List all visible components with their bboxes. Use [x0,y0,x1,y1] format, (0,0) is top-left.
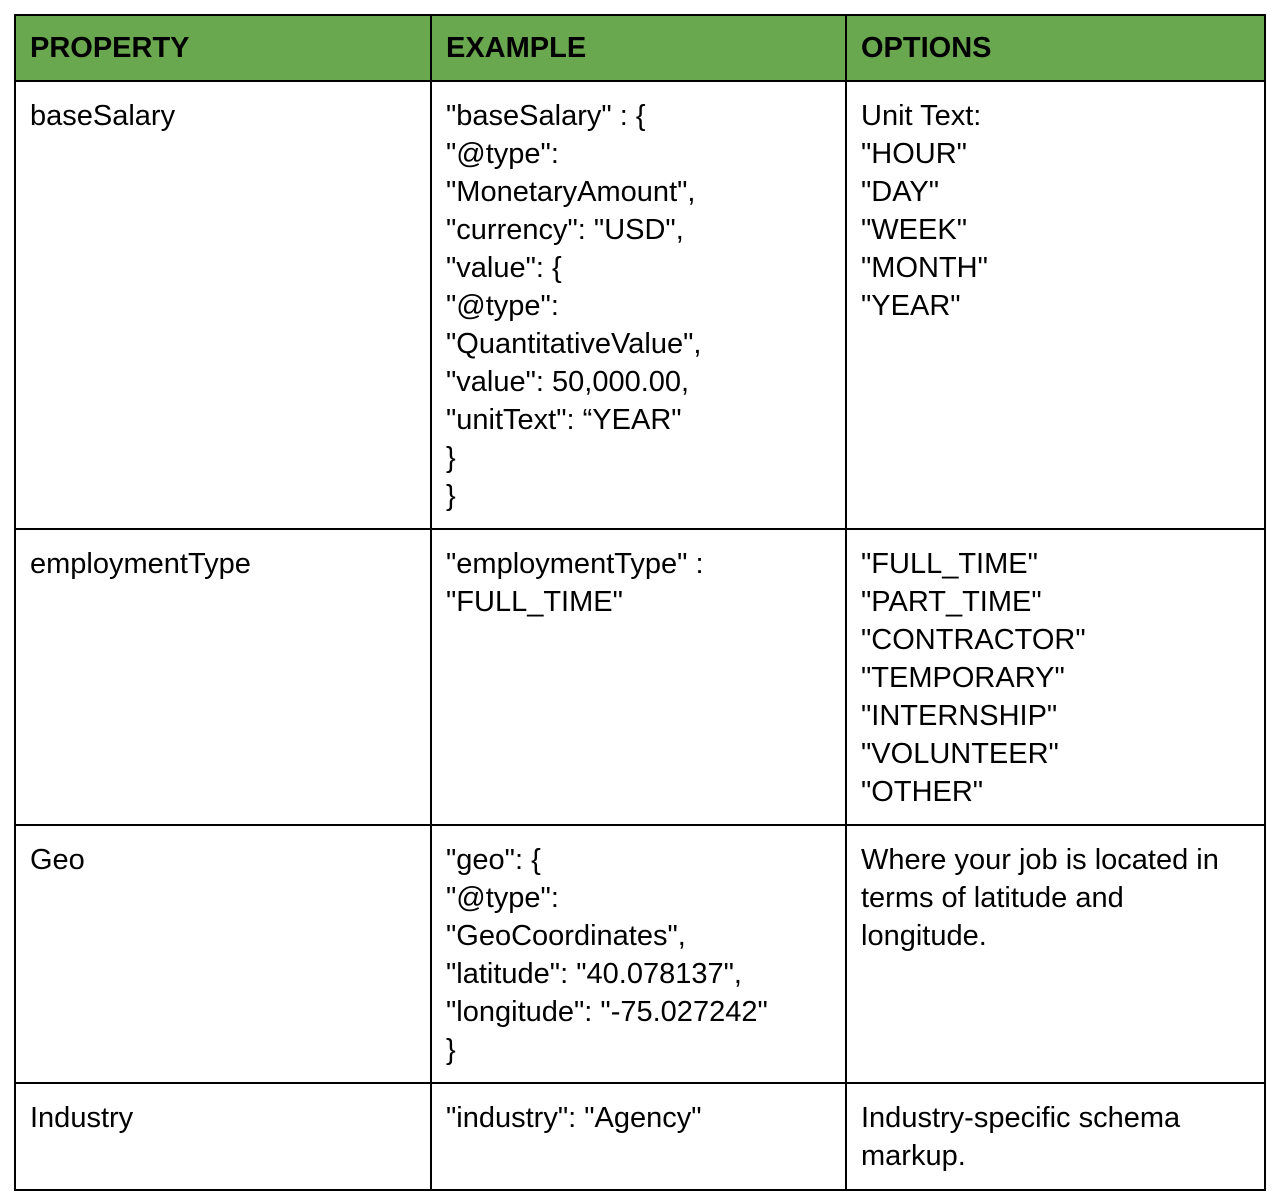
header-options: OPTIONS [846,15,1265,81]
example-line: } [446,1034,456,1066]
options-cell [846,529,1265,825]
example-line: "@type": [446,138,559,170]
property-cell [15,825,431,1083]
options-cell [846,81,1265,529]
option-line: "TEMPORARY" [861,662,1065,694]
example-line: "industry": "Agency" [446,1102,702,1134]
property-name: employmentType [30,548,251,580]
example-line: } [446,442,456,474]
options-cell [846,825,1265,1083]
example-line: "@type": [446,882,559,914]
option-line: "MONTH" [861,252,988,284]
example-cell [431,529,846,825]
table-row [15,81,1265,529]
example-line: "geo": { [446,844,541,876]
example-line: "employmentType" : [446,548,704,580]
example-line: "currency": "USD", [446,214,684,246]
option-line: "FULL_TIME" [861,548,1038,580]
header-property: PROPERTY [15,15,431,81]
options-cell [846,1083,1265,1190]
option-line: "OTHER" [861,776,984,808]
example-cell [431,825,846,1083]
property-cell [15,1083,431,1190]
option-line: "INTERNSHIP" [861,700,1058,732]
property-name: Industry [30,1102,134,1134]
option-line: "VOLUNTEER" [861,738,1059,770]
table-header-row [15,15,1265,81]
option-line: "HOUR" [861,138,967,170]
schema-property-table [14,14,1266,1191]
example-line: "value": 50,000.00, [446,366,690,398]
example-line: "baseSalary" : { [446,100,646,132]
example-line: "FULL_TIME" [446,586,623,618]
example-line: "value": { [446,252,562,284]
example-line: "GeoCoordinates", [446,920,686,952]
table-row [15,825,1265,1083]
option-line: "YEAR" [861,290,961,322]
property-cell [15,529,431,825]
header-example: EXAMPLE [431,15,846,81]
example-cell [431,81,846,529]
table-row [15,529,1265,825]
option-line: "CONTRACTOR" [861,624,1086,656]
table-row [15,1083,1265,1190]
example-line: "latitude": "40.078137", [446,958,742,990]
example-line: "QuantitativeValue", [446,328,702,360]
property-name: baseSalary [30,100,176,132]
example-line: "MonetaryAmount", [446,176,696,208]
option-line: "WEEK" [861,214,967,246]
example-line: } [446,480,456,512]
property-cell [15,81,431,529]
option-line: Unit Text: [861,100,982,132]
example-line: "@type": [446,290,559,322]
example-line: "longitude": "-75.027242" [446,996,768,1028]
option-line: "DAY" [861,176,940,208]
example-cell [431,1083,846,1190]
option-line: "PART_TIME" [861,586,1042,618]
example-line: "unitText": “YEAR" [446,404,682,436]
option-description: Where your job is located in terms of latitude and longitude. [861,844,1219,952]
property-name: Geo [30,844,85,876]
option-description: Industry-specific schema markup. [861,1102,1181,1172]
